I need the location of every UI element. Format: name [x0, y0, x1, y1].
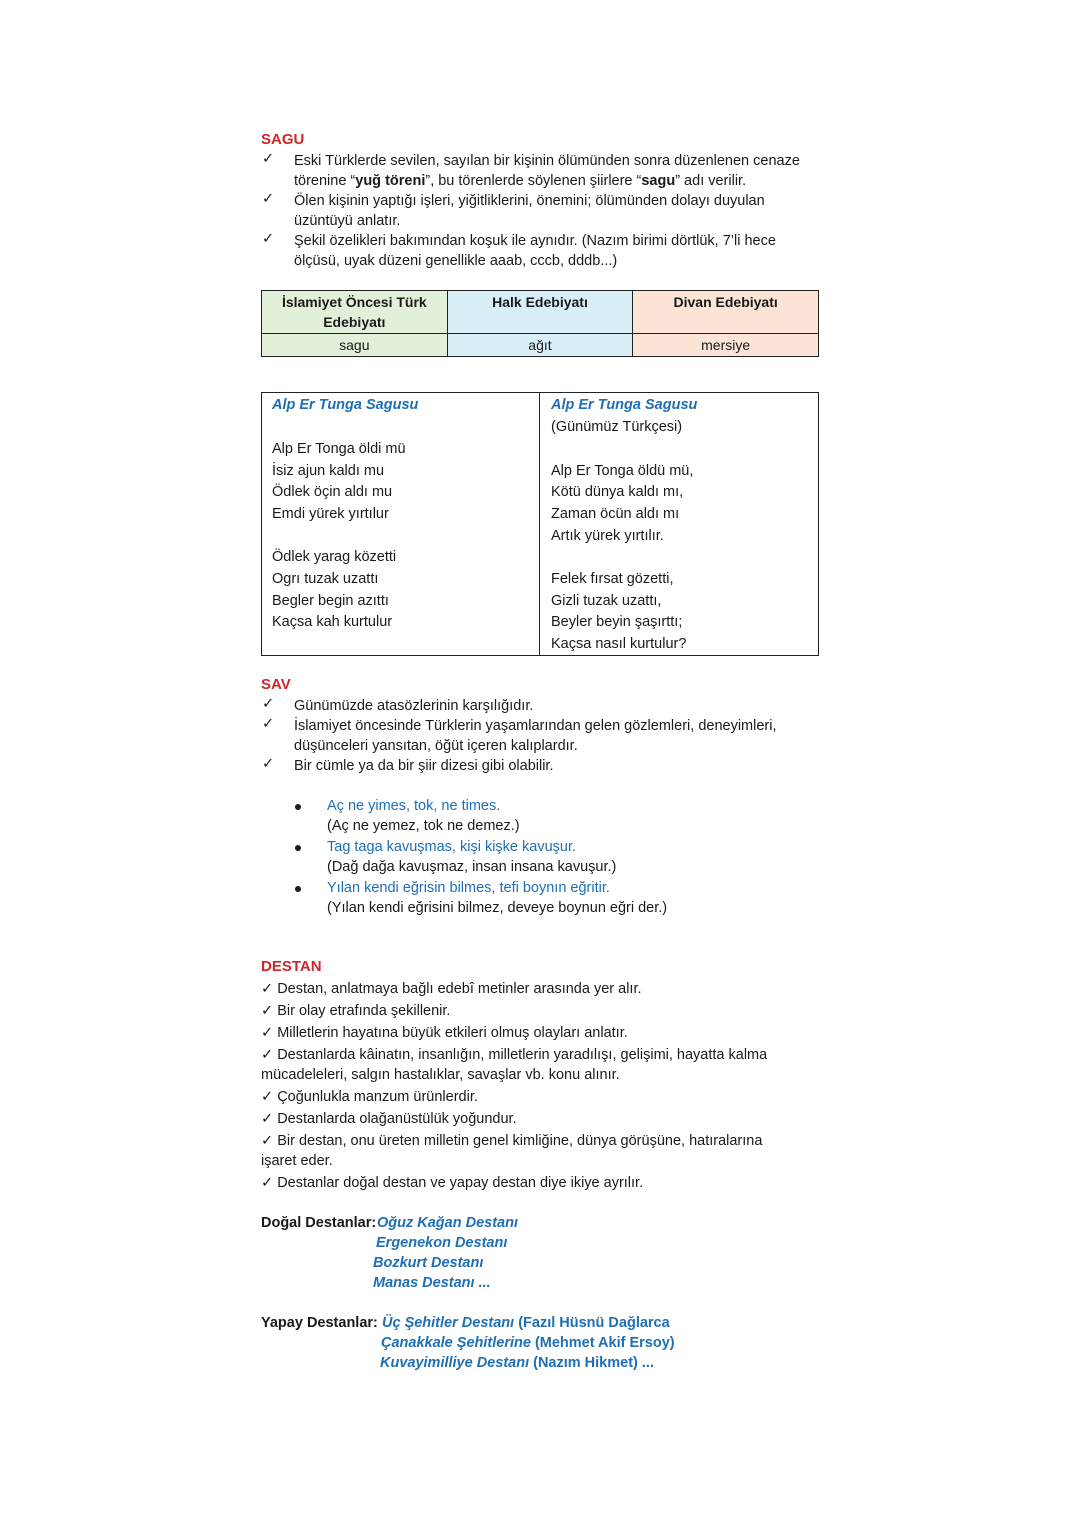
natural-epic: Ergenekon Destanı: [376, 1235, 508, 1251]
table-cell-mersiye: mersiye: [633, 334, 819, 357]
table-cell-agit: ağıt: [447, 334, 633, 357]
bullet-icon: [295, 845, 301, 851]
artificial-epic: Üç Şehitler Destanı (Fazıl Hüsnü Dağlarca: [382, 1315, 670, 1331]
poem-right-line: Kötü dünya kaldı mı,: [551, 484, 684, 500]
poem-left-line: Kaçsa kah kurtulur: [272, 614, 393, 630]
table-header-islamiyet: İslamiyet Öncesi Türk Edebiyatı: [262, 291, 448, 334]
poem-left-line: Ödlek öçin aldı mu: [272, 484, 393, 500]
natural-epic: Manas Destanı ...: [373, 1275, 491, 1291]
sagu-item-2-line-1: Ölen kişinin yaptığı işleri, yiğitliklerini, önemini; ölümünden dolayı duyulan: [294, 193, 765, 209]
check-icon: ✓: [262, 756, 275, 772]
poem-left-line: Emdi yürek yırtılur: [272, 506, 389, 522]
destan-item: ✓ Destanlarda kâinatın, insanlığın, milletlerin yaradılışı, gelişimi, hayatta kalma: [261, 1047, 768, 1063]
destan-item: ✓ Bir olay etrafında şekillenir.: [261, 1003, 451, 1019]
table-cell-sagu: sagu: [262, 334, 448, 357]
sav-example-modern: (Yılan kendi eğrisini bilmez, deveye boynun eğri der.): [327, 900, 668, 916]
poem-left-line: Alp Er Tonga öldi mü: [272, 441, 406, 457]
sav-item-1: Günümüzde atasözlerinin karşılığıdır.: [294, 698, 534, 714]
check-icon: ✓: [262, 151, 275, 167]
sagu-item-1-line-1: Eski Türklerde sevilen, sayılan bir kişinin ölümünden sonra düzenlenen cenaze: [294, 153, 800, 169]
check-icon: ✓: [262, 191, 275, 207]
destan-item: ✓ Çoğunlukla manzum ürünlerdir.: [261, 1089, 478, 1105]
poem-right-line: Kaçsa nasıl kurtulur?: [551, 636, 687, 652]
destan-item: ✓ Milletlerin hayatına büyük etkileri olmuş olayları anlatır.: [261, 1025, 628, 1041]
bullet-icon: [295, 804, 301, 810]
poem-left-line: Ödlek yarag közetti: [272, 549, 397, 565]
sav-example-original: Aç ne yimes, tok, ne times.: [327, 798, 501, 814]
table-header-divan: Divan Edebiyatı: [633, 291, 819, 334]
sav-item-3: Bir cümle ya da bir şiir dizesi gibi olabilir.: [294, 758, 554, 774]
poem-left-line: İsiz ajun kaldı mu: [272, 463, 385, 479]
sagu-heading: SAGU: [261, 131, 305, 148]
poem-table: [261, 392, 819, 656]
bullet-icon: [295, 886, 301, 892]
poem-right-line: Gizli tuzak uzattı,: [551, 593, 662, 609]
natural-epic: Oğuz Kağan Destanı: [377, 1215, 518, 1231]
destan-item-continued: işaret eder.: [261, 1153, 333, 1169]
natural-epic: Bozkurt Destanı: [373, 1255, 484, 1271]
destan-item-continued: mücadeleleri, salgın hastalıklar, savaşlar vb. konu alınır.: [261, 1067, 620, 1083]
artificial-epics-label: Yapay Destanlar:: [261, 1315, 378, 1331]
artificial-epic: Kuvayimilliye Destanı (Nazım Hikmet) ...: [380, 1355, 654, 1371]
sav-example-original: Tag taga kavuşmas, kişi kişke kavuşur.: [327, 839, 577, 855]
poem-left-line: Begler begin azıttı: [272, 593, 389, 609]
poem-right-subtitle: (Günümüz Türkçesi): [551, 419, 683, 435]
poem-right-line: Zaman öcün aldı mı: [551, 506, 680, 522]
natural-epics-label: Doğal Destanlar:: [261, 1215, 377, 1231]
sagu-item-3-line-1: Şekil özelikleri bakımından koşuk ile aynıdır. (Nazım birimi dörtlük, 7’li hece: [294, 233, 776, 249]
destan-item: ✓ Bir destan, onu üreten milletin genel kimliğine, dünya görüşüne, hatıralarına: [261, 1133, 763, 1149]
sav-heading: SAV: [261, 676, 291, 693]
destan-item: ✓ Destan, anlatmaya bağlı edebî metinler arasında yer alır.: [261, 981, 642, 997]
poem-column-divider: [539, 393, 540, 655]
poem-right-line: Felek fırsat gözetti,: [551, 571, 674, 587]
destan-item: ✓ Destanlar doğal destan ve yapay destan diye ikiye ayrılır.: [261, 1175, 644, 1191]
check-icon: ✓: [262, 716, 275, 732]
sav-example-modern: (Dağ dağa kavuşmaz, insan insana kavuşur.): [327, 859, 617, 875]
sagu-item-1-line-2: törenine “yuğ töreni”, bu törenlerde söylenen şiirlere “sagu” adı verilir.: [294, 173, 747, 189]
poem-right-line: Artık yürek yırtılır.: [551, 528, 664, 544]
sav-example-modern: (Aç ne yemez, tok ne demez.): [327, 818, 520, 834]
sagu-item-3-line-2: ölçüsü, uyak düzeni genellikle aaab, cccb, dddb...): [294, 253, 618, 269]
poem-right-line: Alp Er Tonga öldü mü,: [551, 463, 694, 479]
poem-left-title: Alp Er Tunga Sagusu: [272, 397, 419, 413]
poem-left-line: Ogrı tuzak uzattı: [272, 571, 379, 587]
sav-item-2-line-1: İslamiyet öncesinde Türklerin yaşamlarından gelen gözlemleri, deneyimleri,: [294, 718, 777, 734]
check-icon: ✓: [262, 231, 275, 247]
sav-example-original: Yılan kendi eğrisin bilmes, tefi boynın eğritir.: [327, 880, 610, 896]
sav-item-2-line-2: düşünceleri yansıtan, öğüt içeren kalıplardır.: [294, 738, 578, 754]
destan-item: ✓ Destanlarda olağanüstülük yoğundur.: [261, 1111, 517, 1127]
literature-comparison-table: [261, 290, 819, 357]
artificial-epic: Çanakkale Şehitlerine (Mehmet Akif Ersoy): [381, 1335, 675, 1351]
destan-heading: DESTAN: [261, 958, 322, 975]
poem-right-title: Alp Er Tunga Sagusu: [551, 397, 698, 413]
check-icon: ✓: [262, 696, 275, 712]
sagu-item-2-line-2: üzüntüyü anlatır.: [294, 213, 401, 229]
poem-right-line: Beyler beyin şaşırttı;: [551, 614, 683, 630]
table-header-halk: Halk Edebiyatı: [447, 291, 633, 334]
